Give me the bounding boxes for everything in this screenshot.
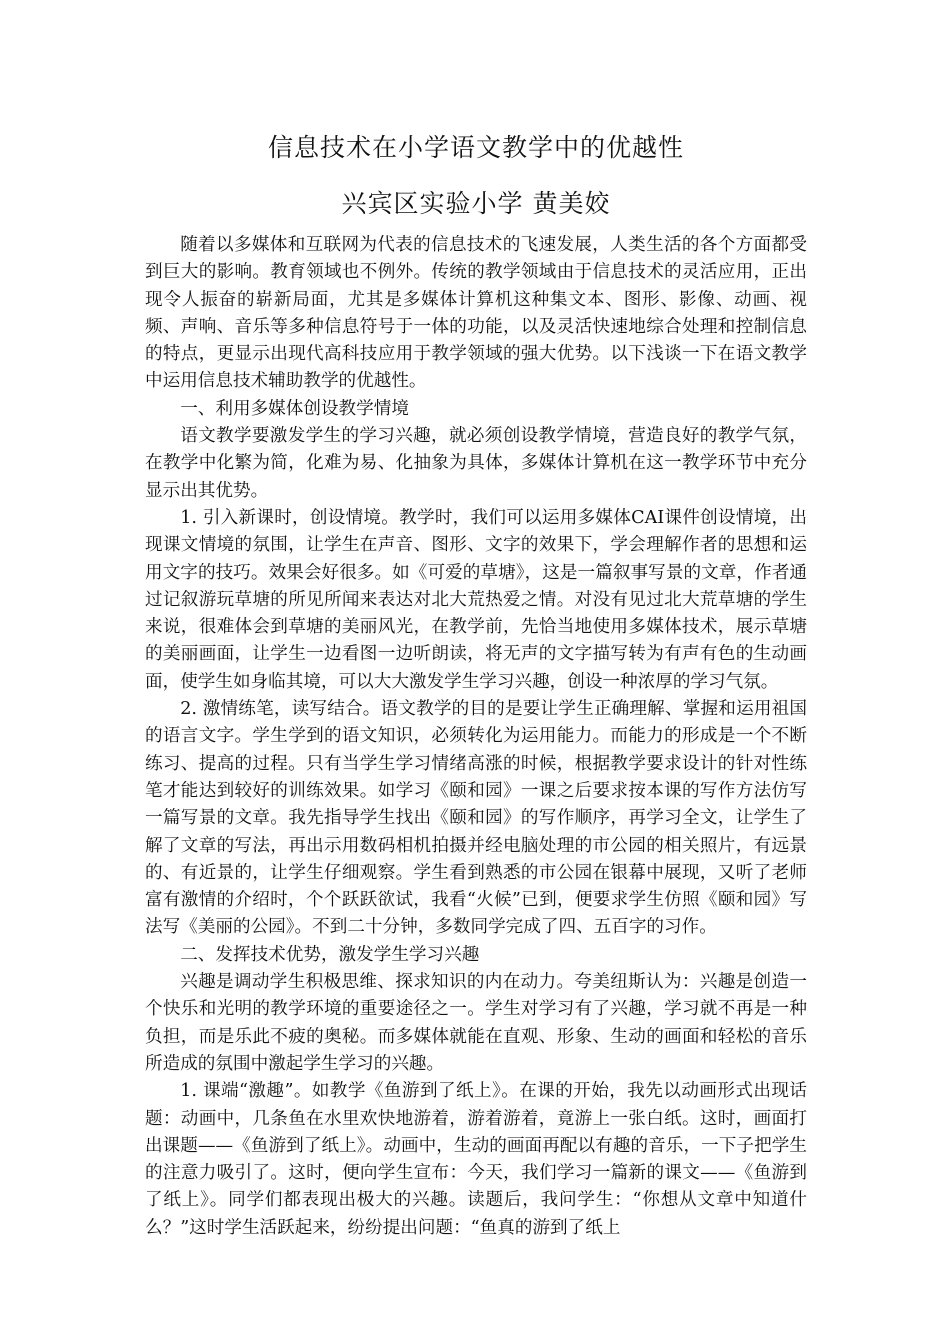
paragraph-intro: 随着以多媒体和互联网为代表的信息技术的飞速发展，人类生活的各个方面都受到巨大的影响。教育领域也不例外。传统的教学领域由于信息技术的灵活应用，正出现令人振奋的崭新局面，尤其是多媒体计算机这种集文本、图形、影像、动画、视频、声响、音乐等多种信息符号于一体的功能，以及灵活快速地综合处理和控制信息的特点，更显示出现代高科技应用于教学领域的强大优势。以下浅谈一下在语文教学中运用信息技术辅助教学的优越性。 xyxy=(145,235,807,392)
paragraph-section2-intro: 兴趣是调动学生积极思维、探求知识的内在动力。夸美纽斯认为：兴趣是创造一个快乐和光明的教学环境的重要途径之一。学生对学习有了兴趣，学习就不再是一种负担，而是乐此不疲的奥秘。而多媒体就能在直观、形象、生动的画面和轻松的音乐所造成的氛围中激起学生学习的兴趣。 xyxy=(145,972,807,1074)
paragraph-section1-intro: 语文教学要激发学生的学习兴趣，就必须创设教学情境，营造良好的教学气氛，在教学中化繁为简，化难为易、化抽象为具体，多媒体计算机在这一教学环节中充分显示出其优势。 xyxy=(145,426,807,501)
section-heading-1: 一、利用多媒体创设教学情境 xyxy=(180,398,409,419)
paragraph-item-2-1: 1. 课端“激趣”。如教学《鱼游到了纸上》。在课的开始，我先以动画形式出现话题：动画中，几条鱼在水里欢快地游着，游着游着，竟游上一张白纸。这时，画面打出课题——《鱼游到了纸上》。动画中，生动的画面再配以有趣的音乐，一下子把学生的注意力吸引了。这时，便向学生宣布：今天，我们学习一篇新的课文——《鱼游到了纸上》。同学们都表现出极大的兴趣。读题后，我问学生：“你想从文章中知道什么？”这时学生活跃起来，纷纷提出问题：“鱼真的游到了纸上 xyxy=(145,1081,807,1238)
document-page xyxy=(145,128,807,1242)
paragraph-item-1-1: 1. 引入新课时，创设情境。教学时，我们可以运用多媒体CAI课件创设情境，出现课文情境的氛围，让学生在声音、图形、文字的效果下，学会理解作者的思想和运用文字的技巧。效果会好很多。如《可爱的草塘》，这是一篇叙事写景的文章，作者通过记叙游玩草塘的所见所闻来表达对北大荒热爱之情。对没有见过北大荒草塘的学生来说，很难体会到草塘的美丽风光，在教学前，先恰当地使用多媒体技术，展示草塘的美丽画面，让学生一边看图一边听朗读，将无声的文字描写转为有声有色的生动画面，使学生如身临其境，可以大大激发学生学习兴趣，创设一种浓厚的学习气氛。 xyxy=(145,507,807,692)
document-author: 兴宾区实验小学 黄美姣 xyxy=(341,189,611,218)
paragraph-item-1-2: 2. 激情练笔，读写结合。语文教学的目的是要让学生正确理解、掌握和运用祖国的语言文字。学生学到的语文知识，必须转化为运用能力。而能力的形成是一个不断练习、提高的过程。只有当学生学习情绪高涨的时候，根据教学要求设计的针对性练笔才能达到较好的训练效果。如学习《颐和园》一课之后要求按本课的写作方法仿写一篇写景的文章。我先指导学生找出《颐和园》的写作顺序，再学习全文，让学生了解了文章的写法，再出示用数码相机拍摄并经电脑处理的市公园的相关照片，有远景的、有近景的，让学生仔细观察。学生看到熟悉的市公园在银幕中展现，又听了老师富有激情的介绍时，个个跃跃欲试，我看“火候”已到，便要求学生仿照《颐和园》写法写《美丽的公园》。不到二十分钟，多数同学完成了四、五百字的习作。 xyxy=(145,699,807,938)
section-heading-2: 二、发挥技术优势，激发学生学习兴趣 xyxy=(180,944,480,965)
document-title: 信息技术在小学语文教学中的优越性 xyxy=(267,133,684,162)
